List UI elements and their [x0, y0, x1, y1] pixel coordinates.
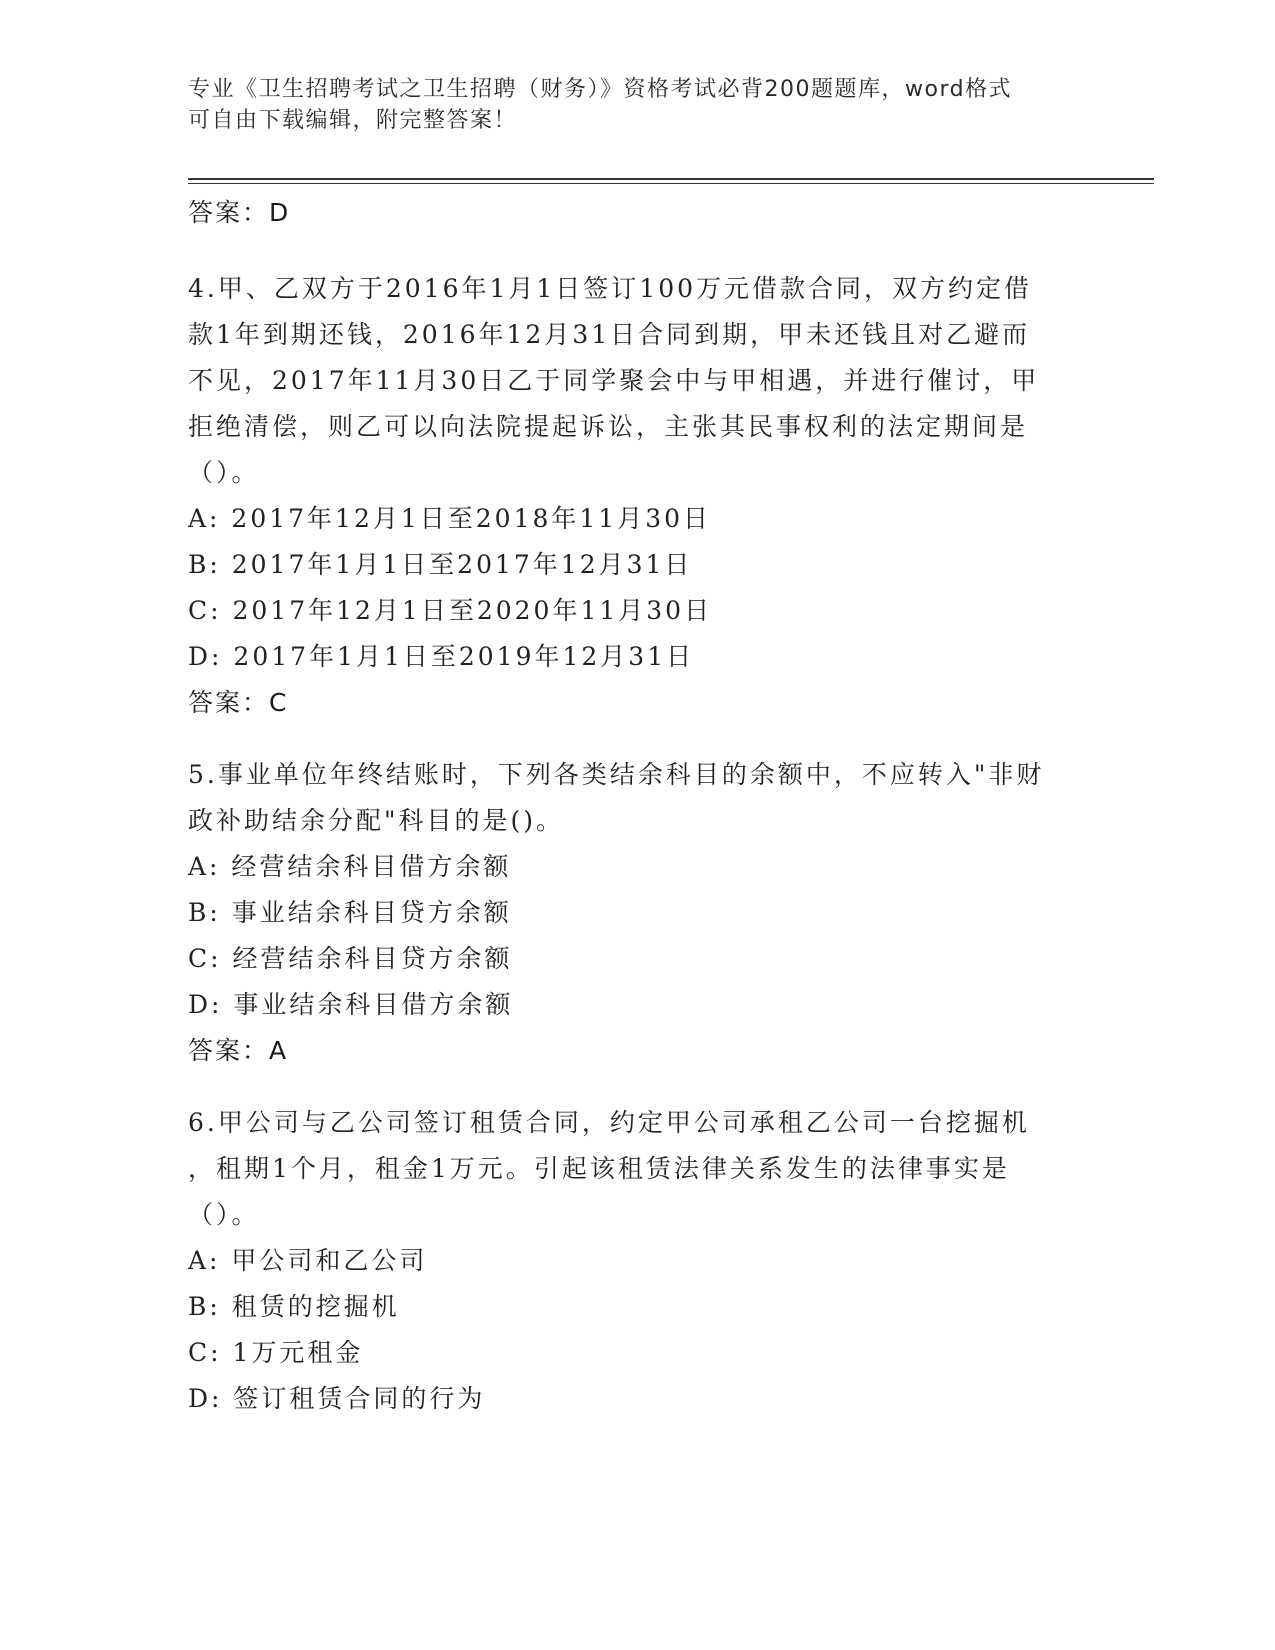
question-text-line: 款1年到期还钱，2016年12月31日合同到期，甲未还钱且对乙避而: [188, 320, 1031, 349]
question-block: [188, 752, 1088, 1074]
option-c: C: 经营结余科目贷方余额: [188, 944, 513, 973]
option-b: B: 事业结余科目贷方余额: [188, 898, 512, 927]
option-d: D: 签订租赁合同的行为: [188, 1384, 486, 1413]
header-rule-thick: [188, 178, 1154, 180]
option-b: B: 2017年1月1日至2017年12月31日: [188, 550, 693, 579]
question-text-line: 政补助结余分配"科目的是()。: [188, 806, 565, 835]
header-line-2: 可自由下载编辑，附完整答案！: [188, 108, 518, 133]
option-a: A: 甲公司和乙公司: [188, 1246, 428, 1275]
option-a: A: 2017年12月1日至2018年11月30日: [188, 504, 712, 533]
question-text-line: （）。: [188, 1200, 260, 1229]
question-text-line: ，租期1个月，租金1万元。引起该租赁法律关系发生的法律事实是: [188, 1154, 1010, 1183]
question-block: [188, 266, 1088, 726]
question-text-line: 5.事业单位年终结账时，下列各类结余科目的余额中，不应转入"非财: [188, 760, 1045, 789]
answer-line: 答案：D: [188, 198, 291, 227]
option-d: D: 事业结余科目借方余额: [188, 990, 514, 1019]
question-text-line: （）。: [188, 458, 260, 487]
option-d: D: 2017年1月1日至2019年12月31日: [188, 642, 695, 671]
option-c: C: 1万元租金: [188, 1338, 364, 1367]
header-line-1: 专业《卫生招聘考试之卫生招聘（财务）》资格考试必背200题题库，word格式: [188, 77, 1013, 102]
question-text-line: 不见，2017年11月30日乙于同学聚会中与甲相遇，并进行催讨，甲: [188, 366, 1040, 395]
header-text: [188, 74, 1068, 136]
question-text-line: 6.甲公司与乙公司签订租赁合同，约定甲公司承租乙公司一台挖掘机: [188, 1108, 1030, 1137]
document-body: [188, 190, 1088, 1422]
option-c: C: 2017年12月1日至2020年11月30日: [188, 596, 713, 625]
question-block: [188, 1100, 1088, 1422]
question-text-line: 拒绝清偿，则乙可以向法院提起诉讼，主张其民事权利的法定期间是: [188, 412, 1029, 441]
question-text-line: 4.甲、乙双方于2016年1月1日签订100万元借款合同，双方约定借: [188, 274, 1033, 303]
header-rule-thin: [188, 183, 1154, 184]
answer-line: 答案：C: [188, 688, 289, 717]
answer-line: 答案：A: [188, 1036, 289, 1065]
option-a: A: 经营结余科目借方余额: [188, 852, 512, 881]
option-b: B: 租赁的挖掘机: [188, 1292, 400, 1321]
